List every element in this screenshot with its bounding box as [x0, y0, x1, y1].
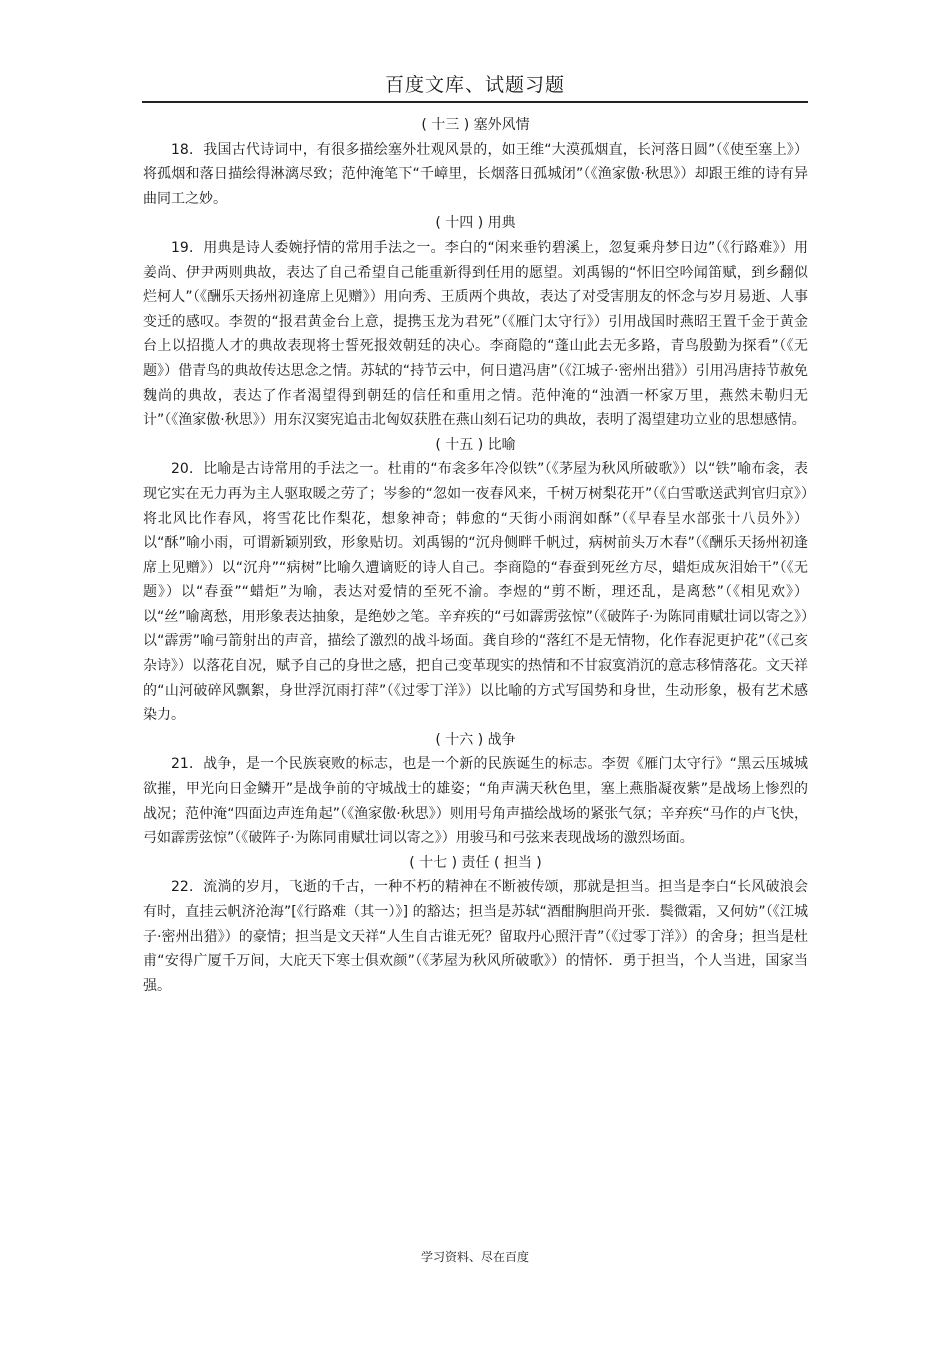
section-title-13: ( 十三 ) 塞外风情 — [421, 117, 530, 133]
page-footer: 学习资料、尽在百度 — [420, 1250, 529, 1264]
section-title-17: ( 十七 ) 责任 ( 担当 ) — [409, 854, 542, 871]
document-body — [143, 113, 808, 998]
question-19-paragraph: 19．用典是诗人委婉抒情的常用手法之一。李白的“闲来垂钓碧溪上，忽复乘舟梦日边”（《行路难》）用姜尚、伊尹两则典故，表达了自己希望自己能重新得到任用的愿望。刘禹锡的“怀旧空吟闻笛赋，到乡翻似烂柯人”（《酬乐天扬州初逢席上见赠》）用向秀、王质两个典故，表达了对受害朋友的怀念与岁月易逝、人事变迁的感叹。李贺的“报君黄金台上意，提携玉龙为君死”（《雁门太守行》）引用战国时燕昭王置千金于黄金台上以招揽人才的典故表现将士誓死报效朝廷的决心。李商隐的“蓬山此去无多路，青鸟殷勤为探看”（《无题》）借青鸟的典故传达思念之情。苏轼的“持节云中，何日遣冯唐”（《江城子·密州出猎》）引用冯唐持节赦免魏尚的典故，表达了作者渴望得到朝廷的信任和重用之情。范仲淹的“浊酒一杯家万里，燕然未勒归无计”（《渔家傲·秋思》）用东汉窦宪追击北匈奴获胜在燕山刻石记功的典故，表明了渴望建功立业的思想感情。 — [143, 239, 808, 429]
question-21-paragraph: 21．战争，是一个民族衰败的标志，也是一个新的民族诞生的标志。李贺《雁门太守行》“黑云压城城欲摧，甲光向日金鳞开”是战争前的守城战士的雄姿；“角声满天秋色里，塞上燕脂凝夜紫”是战场上惨烈的战况；范仲淹“四面边声连角起”（《渔家傲·秋思》）则用号角声描绘战场的紧张气氛；辛弃疾“马作的卢飞快，弓如霹雳弦惊”（《破阵子·为陈同甫赋壮词以寄之》）用骏马和弓弦来表现战场的激烈场面。 — [143, 756, 808, 847]
page-title: 百度文库、试题习题 — [384, 74, 565, 96]
section-title-15: ( 十五 ) 比喻 — [435, 436, 516, 453]
header-divider — [142, 101, 808, 103]
section-title-14: ( 十四 ) 用典 — [435, 215, 516, 232]
question-18-paragraph: 18．我国古代诗词中，有很多描绘塞外壮观风景的，如王维“大漠孤烟直，长河落日圆”（《使至塞上》）将孤烟和落日描绘得淋漓尽致；范仲淹笔下“千嶂里，长烟落日孤城闭”（《渔家傲·秋思》）却跟王维的诗有异曲同工之妙。 — [143, 141, 808, 207]
section-title-16: ( 十六 ) 战争 — [435, 731, 516, 748]
question-20-paragraph: 20．比喻是古诗常用的手法之一。杜甫的“布衾多年冷似铁”（《茅屋为秋风所破歌》）以“铁”喻布衾，表现它实在无力再为主人驱取暖之劳了；岑参的“忽如一夜春风来，千树万树梨花开”（《白雪歌送武判官归京》）将北风比作春风，将雪花比作梨花，想象神奇；韩愈的“天街小雨润如酥”（《早春呈水部张十八员外》）以“酥”喻小雨，可谓新颖别致，形象贴切。刘禹锡的“沉舟侧畔千帆过，病树前头万木春”（《酬乐天扬州初逢席上见赠》）以“沉舟”“病树”比喻久遭谪贬的诗人自己。李商隐的“春蚕到死丝方尽，蜡炬成灰泪始干”（《无题》）以“春蚕”“蜡炬”为喻，表达对爱情的至死不渝。李煜的“剪不断，理还乱，是离愁”（《相见欢》）以“丝”喻离愁，用形象表达抽象，是绝妙之笔。辛弃疾的“弓如霹雳弦惊”（《破阵子·为陈同甫赋壮词以寄之》）以“霹雳”喻弓箭射出的声音，描绘了激烈的战斗场面。龚自珍的“落红不是无情物，化作春泥更护花”（《己亥杂诗》）以落花自况，赋予自己的身世之感，把自己变革现实的热情和不甘寂寞消沉的意志移情落花。文天祥的“山河破碎风飘絮，身世浮沉雨打萍”（《过零丁洋》）以比喻的方式写国势和身世，生动形象，极有艺术感染力。 — [143, 461, 808, 724]
question-22-paragraph: 22．流淌的岁月，飞逝的千古，一种不朽的精神在不断被传颂，那就是担当。担当是李白“长风破浪会有时，直挂云帆济沧海”[《行路难（其一）》] 的豁达；担当是苏轼“酒酣胸胆尚开张．鬓微霜，又何妨”（《江城子·密州出猎》）的豪情；担当是文天祥“人生自古谁无死？留取丹心照汗青”（《过零丁洋》）的舍身；担当是杜甫“安得广厦千万间，大庇天下寒士俱欢颜”（《茅屋为秋风所破歌》）的情怀．勇于担当，个人当进，国家当强。 — [143, 879, 808, 994]
